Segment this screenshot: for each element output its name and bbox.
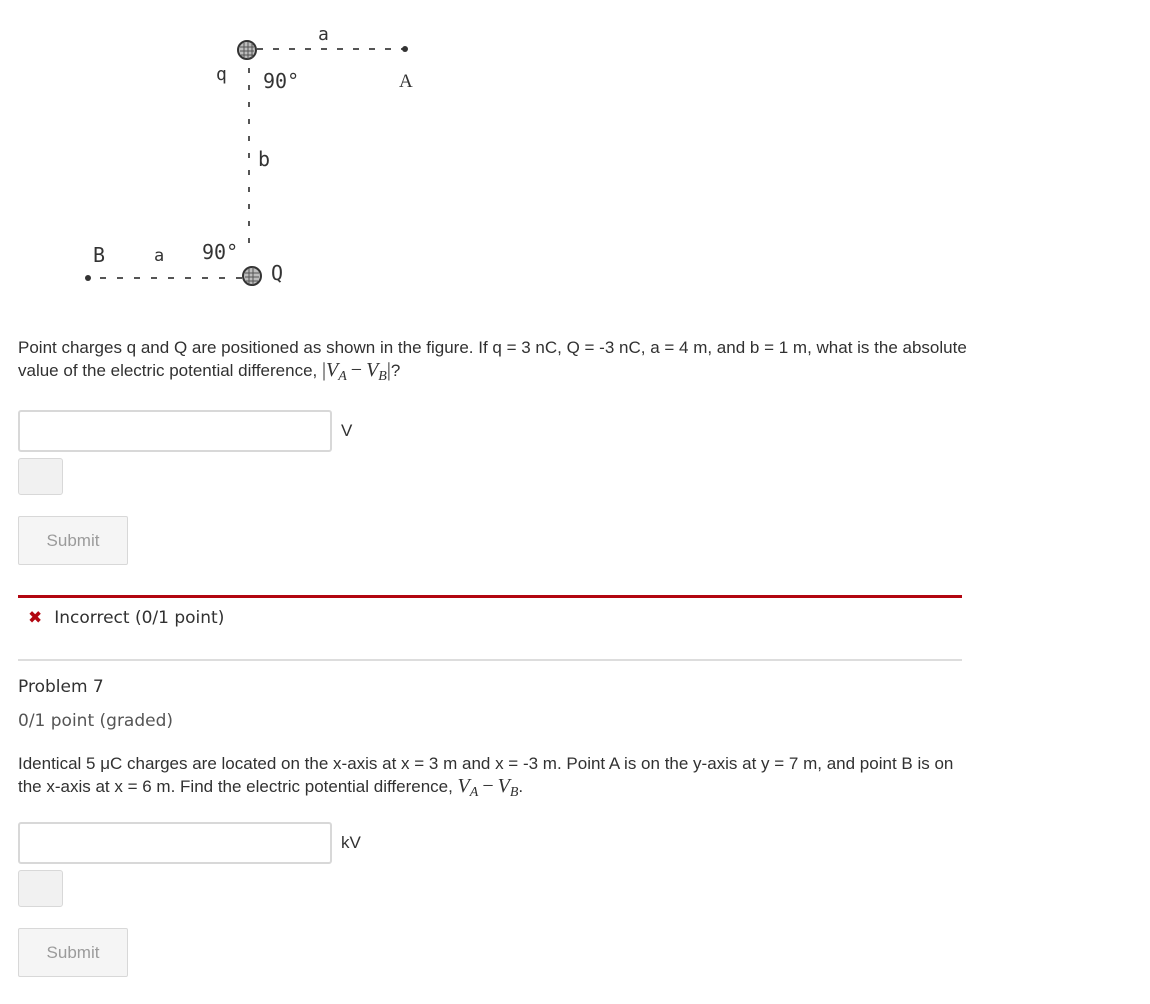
label-q: q xyxy=(216,64,227,85)
point-B-dot xyxy=(85,275,91,281)
label-Q: Q xyxy=(271,261,284,285)
label-a-bottom: a xyxy=(154,246,165,266)
problem-divider xyxy=(18,659,962,661)
label-B: B xyxy=(93,243,106,267)
problem6-question-text: Point charges q and Q are positioned as shown in the figure. If q = 3 nC, Q = -3 nC, a = 4 m, and b = 1 m, what is the absolute value of the electric potential difference, xyxy=(18,338,967,380)
problem7-question xyxy=(18,752,968,804)
problem7-unit-label: kV xyxy=(341,833,361,852)
problem7-math-expression: $V_A - V_B$ xyxy=(457,775,519,800)
problem7-submit-button[interactable]: Submit xyxy=(18,928,128,977)
problem6-question-tail: ? xyxy=(390,361,401,380)
problem6-status xyxy=(28,608,224,628)
problem6-status-indicator xyxy=(18,458,63,495)
problem6-question xyxy=(18,336,968,388)
incorrect-x-icon: ✖ xyxy=(28,608,43,628)
problem7-question-text: Identical 5 μC charges are located on the x-axis at x = 3 m and x = -3 m. Point A is on the y-axis at y = 7 m, and point B is on the x-axis at x = 6 m. Find the electric potential difference, xyxy=(18,754,954,796)
point-A-dot xyxy=(402,46,408,52)
problem6-answer-input[interactable] xyxy=(18,410,332,452)
problem6-math-expression: $|V_A - V_B|$ xyxy=(321,359,391,384)
problem7-points: 0/1 point (graded) xyxy=(18,711,174,731)
label-b: b xyxy=(258,147,271,171)
problem7-status-indicator xyxy=(18,870,63,907)
problem6-status-text: Incorrect (0/1 point) xyxy=(54,608,225,628)
problem7-title: Problem 7 xyxy=(18,677,104,697)
problem7-question-tail: . xyxy=(518,777,524,796)
charges-diagram xyxy=(60,18,440,323)
problem7-answer-input[interactable] xyxy=(18,822,332,864)
charge-q-marker xyxy=(238,41,256,59)
problem-figure xyxy=(60,18,440,323)
incorrect-status-bar xyxy=(18,595,962,598)
problem6-unit-label: V xyxy=(341,421,353,440)
label-angle-bottom: 90° xyxy=(202,240,239,264)
charge-Q-marker xyxy=(243,267,261,285)
label-a-top: a xyxy=(318,24,329,45)
problem6-submit-button[interactable]: Submit xyxy=(18,516,128,565)
label-A: A xyxy=(399,71,413,92)
label-angle-top: 90° xyxy=(263,69,300,93)
